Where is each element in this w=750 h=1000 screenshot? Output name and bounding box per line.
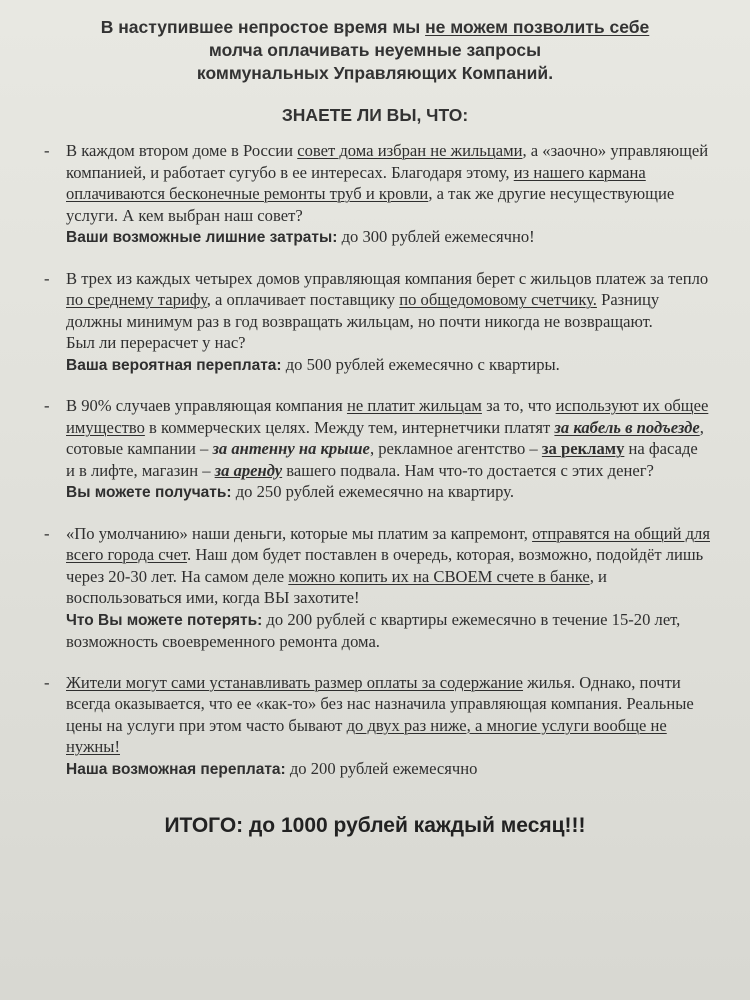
fact-text: В каждом втором доме в России совет дома избран не жильцами, а «заочно» управляющей компанией, и работает сугубо в ее интересах. Благодаря этому, из нашего кармана оплачиваются бесконечные ремонты труб и кровли, а так же другие несуществующие услуги. А кем выбран наш совет? — [66, 141, 709, 225]
list-dash: - — [44, 672, 50, 692]
fact-summary: Ваши возможные лишние затраты: до 300 рублей ежемесячно! — [66, 227, 535, 246]
fact-summary: Наша возможная переплата: до 200 рублей ежемесячно — [66, 758, 478, 778]
total-line: ИТОГО: до 1000 рублей каждый месяц!!! — [164, 814, 586, 837]
fact-summary: Вы можете получать: до 250 рублей ежемесячно на квартиру. — [66, 482, 514, 501]
fact-summary: Ваша вероятная переплата: до 500 рублей ежемесячно с квартиры. — [66, 354, 560, 374]
fact-item-heating — [44, 268, 710, 377]
list-dash: - — [44, 396, 50, 415]
fact-text: В трех из каждых четырех домов управляющая компания берет с жильцов платеж за тепло по среднему тарифу, а оплачивает поставщику по общедомовому счетчику. Разницу должны минимум раз в год возвращать жильцам, но почти никогда не возвращают. — [66, 268, 709, 331]
fact-text: В 90% случаев управляющая компания не платит жильцам за то, что используют их общее имущество в коммерческих целях. Между тем, интернетчики платят за кабель в подъезде, сотовые кампании – за антенну на крыше, рекламное агентство – за рекламу на фасаде и в лифте, магазин – за аренду вашего подвала. Нам что-то достается с этих денег? — [66, 396, 709, 480]
fact-item-capital-repair — [44, 523, 710, 653]
fact-item-maintenance-fee — [44, 672, 710, 781]
headline-line-1: В наступившее непростое время мы не можем позволить себе — [100, 17, 650, 37]
fact-text: Жители могут сами устанавливать размер оплаты за содержание жилья. Однако, почти всегда оказывается, что ее «как-то» без нас назначила управляющая компания. Реальные цены на услуги при этом часто бывают до двух раз ниже, а многие услуги вообще не нужны! — [66, 672, 694, 756]
fact-text: «По умолчанию» наши деньги, которые мы платим за капремонт, отправятся на общий для всего города счет. Наш дом будет поставлен в очередь, которая, возможно, подойдёт лишь через 20-30 лет. На самом деле можно копить их на СВОЕМ счете в банке, и воспользоваться ими, когда ВЫ захотите! — [66, 523, 710, 607]
fact-item-council — [44, 140, 710, 249]
headline-underlined-text: не можем позволить себе — [425, 17, 650, 37]
fact-item-common-property — [44, 395, 710, 504]
list-dash: - — [44, 523, 50, 543]
list-dash: - — [44, 268, 50, 288]
fact-summary: Что Вы можете потерять: до 200 рублей с квартиры ежемесячно в течение 15-20 лет, возможность своевременного ремонта дома. — [66, 609, 681, 651]
headline-line-3: коммунальных Управляющих Компаний. — [196, 63, 554, 83]
fact-question: Был ли перерасчет у нас? — [66, 333, 246, 352]
headline — [40, 16, 710, 85]
headline-line-2: молча оплачивать неуемные запросы — [208, 40, 542, 60]
section-subtitle: ЗНАЕТЕ ЛИ ВЫ, ЧТО: — [281, 105, 469, 125]
list-dash: - — [44, 141, 50, 160]
